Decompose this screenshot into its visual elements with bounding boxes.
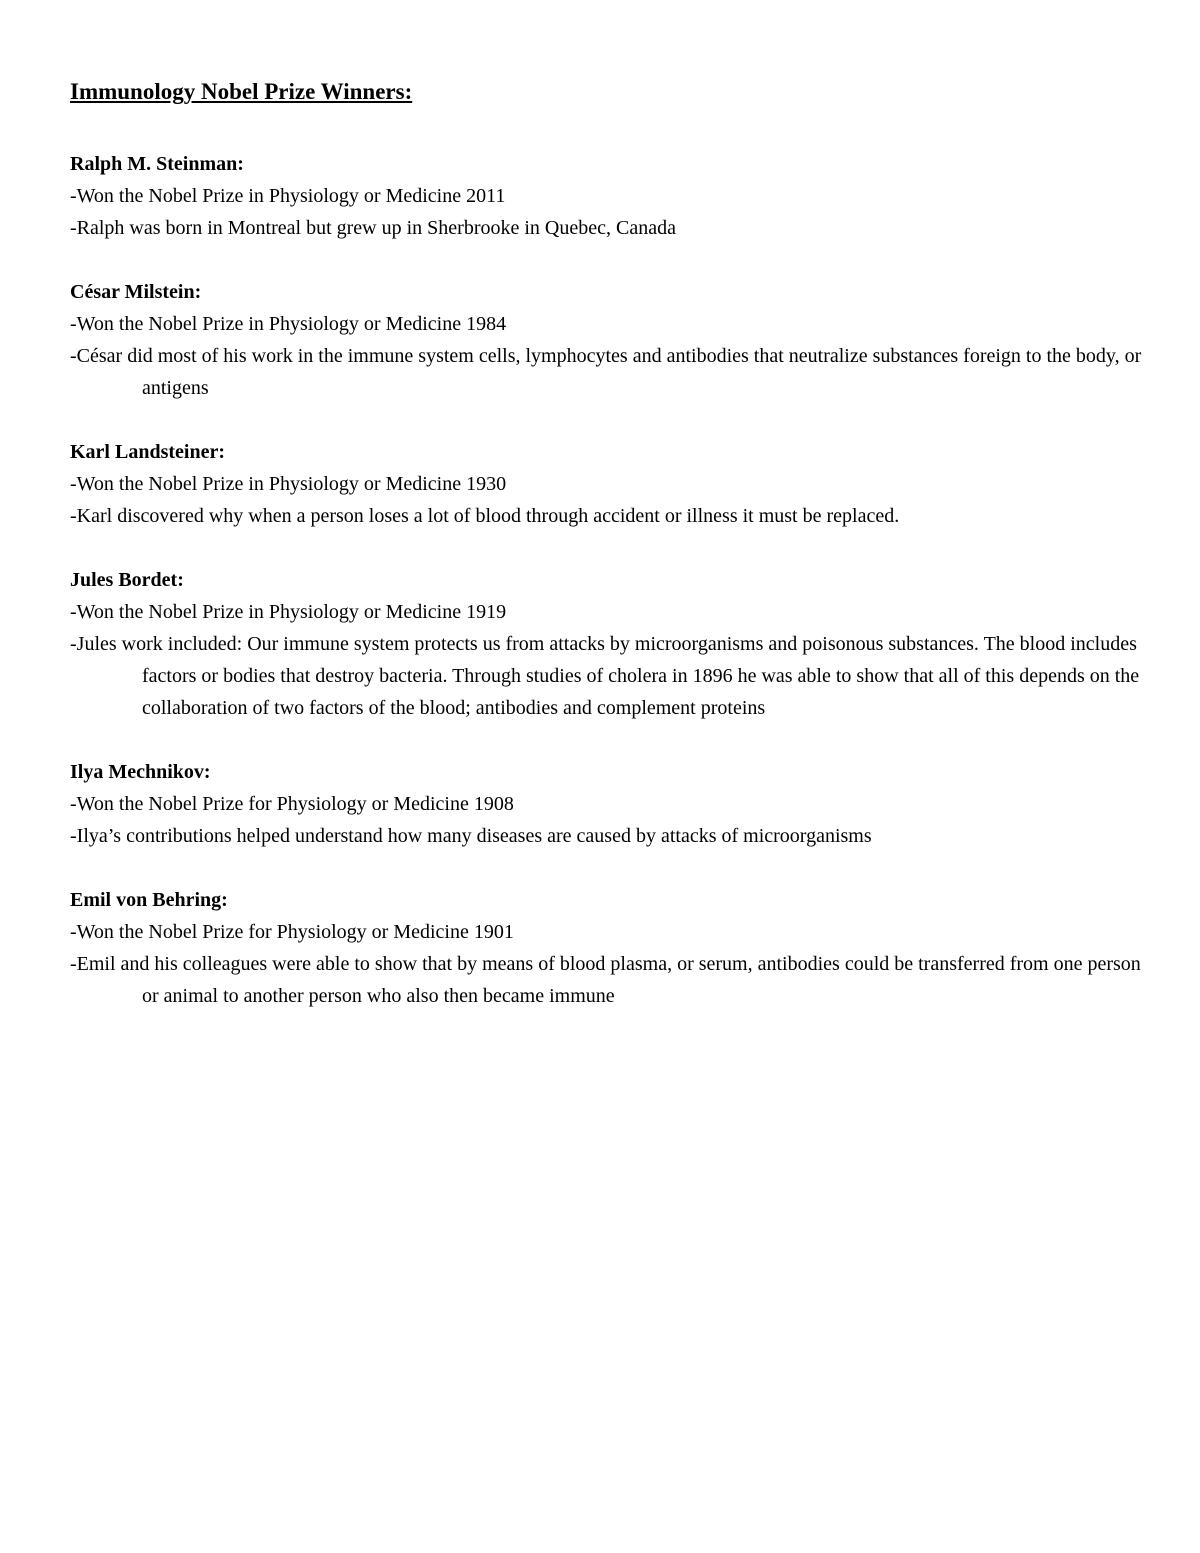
laureate-prize-line: -Won the Nobel Prize for Physiology or Medicine 1908 [70,793,514,815]
laureate-name: Emil von Behring: [70,889,228,911]
laureate-description: -Jules work included: Our immune system protects us from attacks by microorganisms and poisonous substances. The blood includes factors or bodies that destroy bacteria. Through studies of cholera in 1896 he was able to show that all of this depends on the collaboration of two factors of the blood; antibodies and complement proteins [70,633,1140,719]
laureate-name: Jules Bordet: [70,569,184,591]
laureate-prize-line: -Won the Nobel Prize in Physiology or Medicine 1919 [70,601,507,623]
laureate-description: -César did most of his work in the immune system cells, lymphocytes and antibodies that neutralize substances foreign to the body, or antigens [70,345,1142,399]
laureate-name: Karl Landsteiner: [70,441,225,463]
laureate-prize-line: -Won the Nobel Prize in Physiology or Medicine 1984 [70,313,507,335]
document-title: Immunology Nobel Prize Winners: [70,79,413,104]
laureate-list [70,148,1150,1012]
laureate-entry [70,756,1150,852]
laureate-description: -Emil and his colleagues were able to show that by means of blood plasma, or serum, antibodies could be transferred from one person or animal to another person who also then became immune [70,953,1141,1007]
laureate-name: Ilya Mechnikov: [70,761,211,783]
document-page [70,76,1150,1044]
laureate-prize-line: -Won the Nobel Prize for Physiology or Medicine 1901 [70,921,514,943]
laureate-entry [70,148,1150,244]
laureate-description: -Karl discovered why when a person loses a lot of blood through accident or illness it must be replaced. [70,505,900,527]
laureate-name: Ralph M. Steinman: [70,153,244,175]
laureate-entry [70,436,1150,532]
laureate-description: -Ilya’s contributions helped understand how many diseases are caused by attacks of microorganisms [70,825,872,847]
laureate-entry [70,564,1150,724]
laureate-prize-line: -Won the Nobel Prize in Physiology or Medicine 2011 [70,185,506,207]
laureate-description: -Ralph was born in Montreal but grew up in Sherbrooke in Quebec, Canada [70,217,676,239]
laureate-prize-line: -Won the Nobel Prize in Physiology or Medicine 1930 [70,473,507,495]
laureate-entry [70,276,1150,404]
laureate-name: César Milstein: [70,281,202,303]
laureate-entry [70,884,1150,1012]
